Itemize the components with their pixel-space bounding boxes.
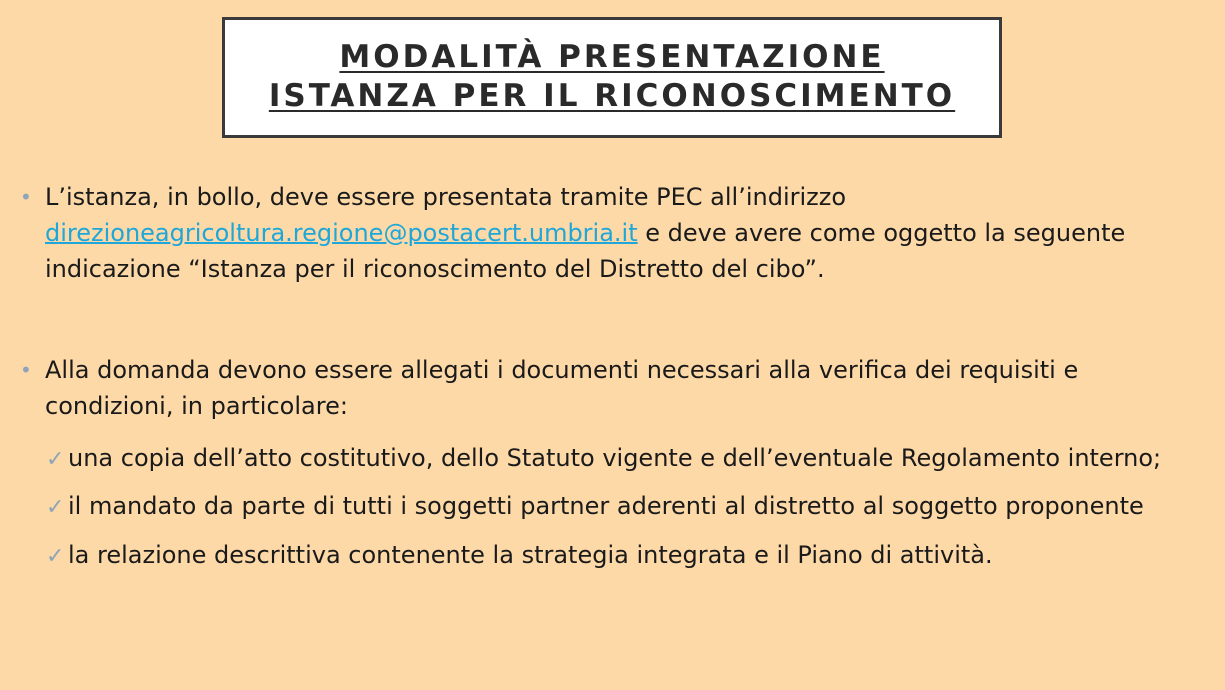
bullet-item-documents bbox=[20, 352, 1210, 424]
checkmark-icon: ✓ bbox=[46, 447, 65, 472]
bullet-text-after: e deve avere come oggetto la seguente indicazione “Istanza per il riconoscimento del Distretto del cibo”. bbox=[45, 219, 1126, 283]
checklist-item bbox=[46, 440, 1216, 478]
bullet-dot-icon: • bbox=[20, 185, 32, 209]
checklist-item-text: il mandato da parte di tutti i soggetti partner aderenti al distretto al soggetto proponente bbox=[68, 492, 1144, 520]
bullet-dot-icon: • bbox=[20, 358, 32, 382]
bullet-item-pec bbox=[20, 179, 1210, 287]
page-title-line-2: ISTANZA PER IL RICONOSCIMENTO bbox=[268, 78, 956, 114]
email-link[interactable]: direzioneagricoltura.regione@postacert.umbria.it bbox=[45, 219, 638, 247]
checklist-item-text: una copia dell’atto costitutivo, dello Statuto vigente e dell’eventuale Regolamento interno; bbox=[68, 444, 1162, 472]
checkmark-icon: ✓ bbox=[46, 544, 65, 569]
checkmark-icon: ✓ bbox=[46, 495, 65, 520]
checklist-item bbox=[46, 537, 1216, 575]
bullet-text bbox=[45, 179, 1210, 287]
checklist-item-text: la relazione descrittiva contenente la strategia integrata e il Piano di attività. bbox=[68, 541, 993, 569]
page-title-line-1: MODALITÀ PRESENTAZIONE bbox=[339, 39, 885, 75]
bullet-text-before: L’istanza, in bollo, deve essere presentata tramite PEC all’indirizzo bbox=[45, 183, 847, 211]
checklist-item bbox=[46, 488, 1216, 526]
bullet-text: Alla domanda devono essere allegati i documenti necessari alla verifica dei requisiti e condizioni, in particolare: bbox=[45, 356, 1079, 420]
